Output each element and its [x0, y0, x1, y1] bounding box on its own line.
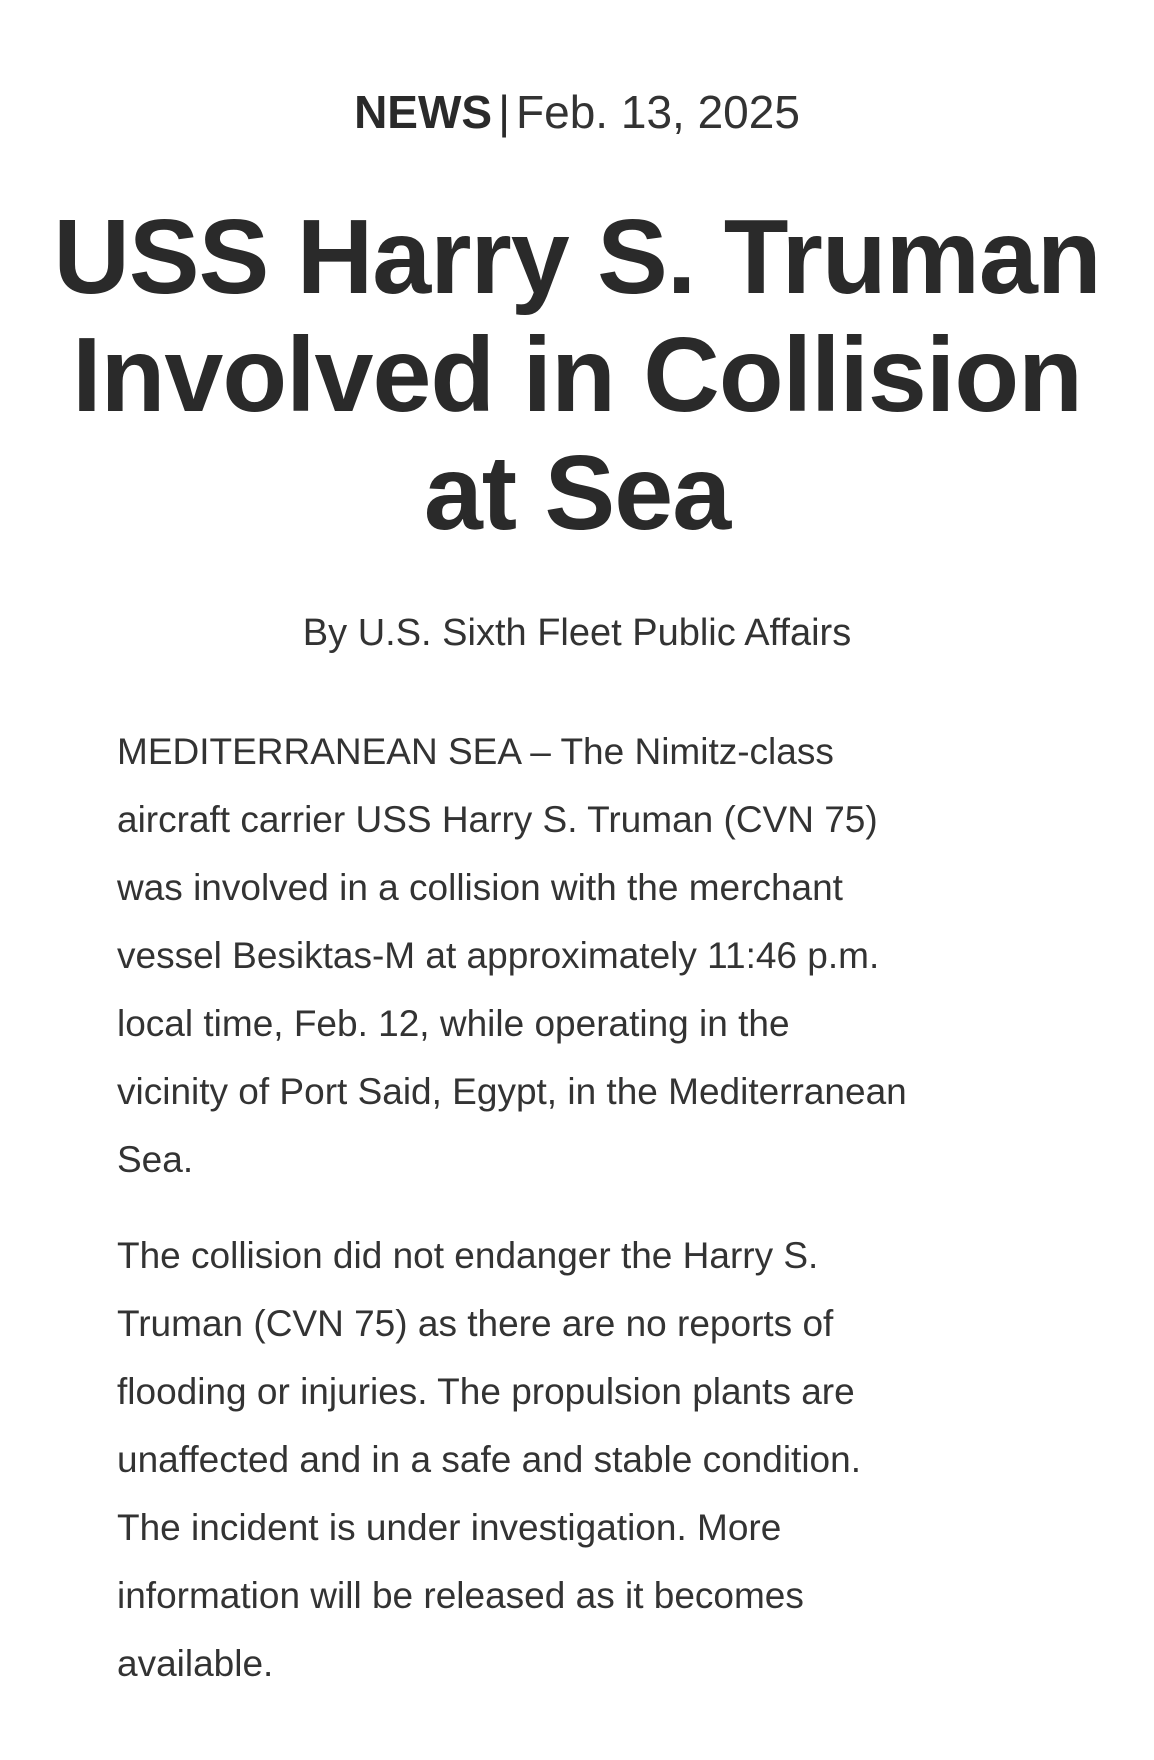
category-label[interactable]: NEWS: [354, 86, 493, 138]
article-headline: [0, 198, 1154, 552]
headline-line: USS Harry S. Truman: [53, 198, 1101, 316]
article-paragraph: [117, 718, 1057, 1194]
headline-line: at Sea: [423, 434, 731, 552]
paragraph-line: aircraft carrier USS Harry S. Truman (CVN 75): [117, 799, 878, 840]
paragraph-line: available.: [117, 1643, 274, 1684]
paragraph-line: unaffected and in a safe and stable condition.: [117, 1439, 861, 1480]
paragraph-line: The incident is under investigation. More: [117, 1507, 782, 1548]
paragraph-line: The collision did not endanger the Harry S.: [117, 1235, 819, 1276]
article-meta: [0, 82, 1154, 142]
paragraph-line: vessel Besiktas-M at approximately 11:46 p.m.: [117, 935, 880, 976]
article-byline: By U.S. Sixth Fleet Public Affairs: [302, 612, 852, 654]
paragraph-line: local time, Feb. 12, while operating in the: [117, 1003, 790, 1044]
paragraph-line: Sea.: [117, 1139, 194, 1180]
headline-line: Involved in Collision: [72, 316, 1082, 434]
paragraph-line: vicinity of Port Said, Egypt, in the Mediterranean: [117, 1071, 907, 1112]
paragraph-line: information will be released as it becomes: [117, 1575, 804, 1616]
paragraph-line: MEDITERRANEAN SEA – The Nimitz-class: [117, 731, 834, 772]
paragraph-line: flooding or injuries. The propulsion plants are: [117, 1371, 855, 1412]
meta-separator: |: [498, 86, 511, 138]
paragraph-line: Truman (CVN 75) as there are no reports of: [117, 1303, 834, 1344]
publish-date: Feb. 13, 2025: [516, 86, 800, 138]
article-paragraph: [117, 1222, 1057, 1698]
paragraph-line: was involved in a collision with the merchant: [117, 867, 843, 908]
